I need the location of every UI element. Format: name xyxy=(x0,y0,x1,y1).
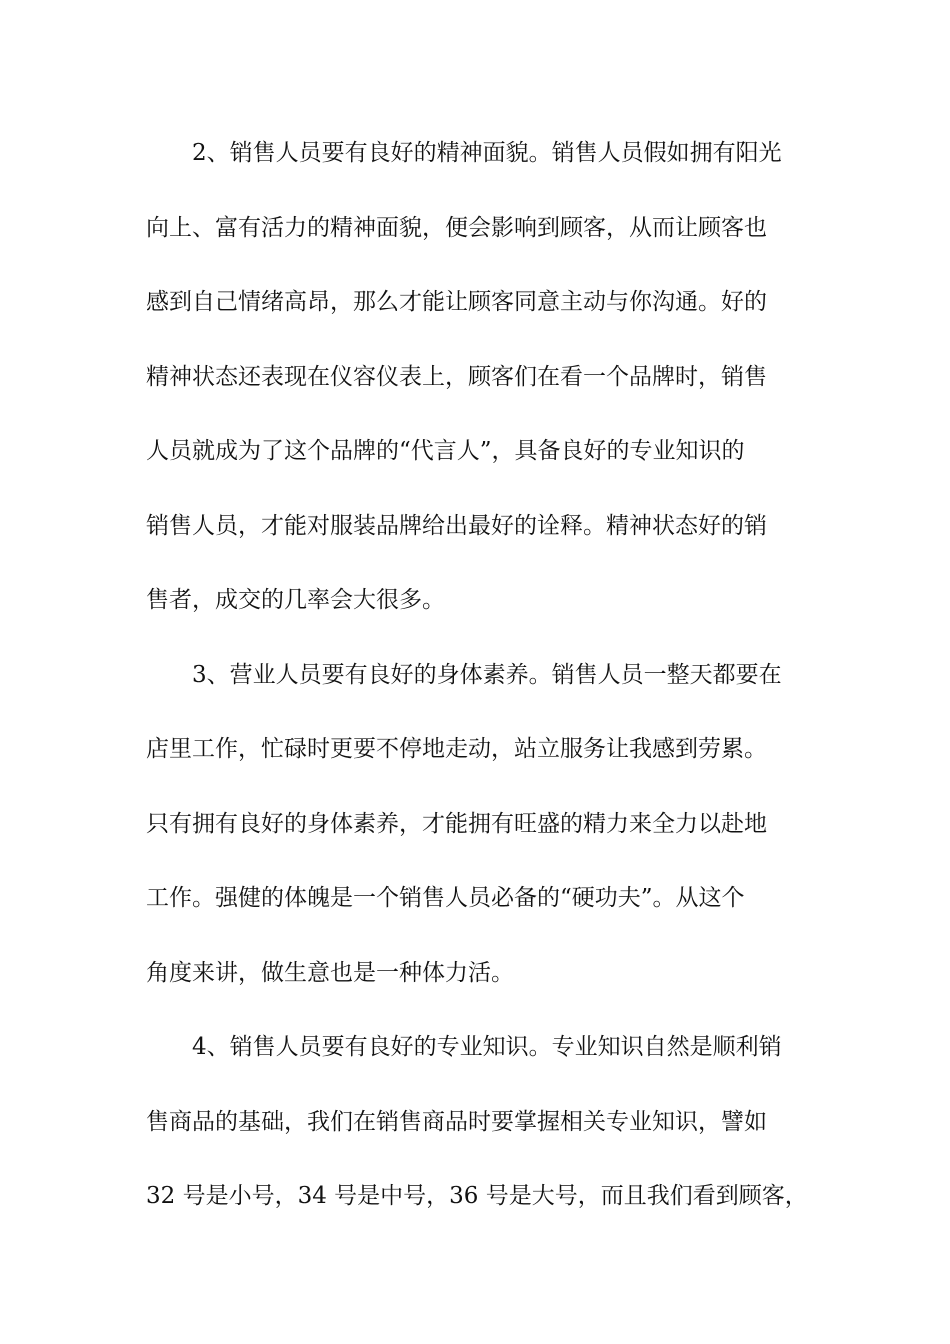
paragraph-line: 2、销售人员要有良好的精神面貌。销售人员假如拥有阳光 xyxy=(192,140,782,166)
paragraph-line: 人员就成为了这个品牌的“代言人”，具备良好的专业知识的 xyxy=(146,438,745,464)
paragraph-line: 销售人员，才能对服装品牌给出最好的诠释。精神状态好的销 xyxy=(146,512,767,539)
paragraph-2 xyxy=(146,116,808,638)
document-body xyxy=(146,116,808,1234)
paragraph-line: 32 号是小号，34 号是中号，36 号是大号，而且我们看到顾客， xyxy=(146,1183,808,1209)
paragraph-line: 角度来讲，做生意也是一种体力活。 xyxy=(146,959,514,986)
paragraph-line: 精神状态还表现在仪容仪表上，顾客们在看一个品牌时，销售 xyxy=(146,363,767,390)
paragraph-line: 向上、富有活力的精神面貌，便会影响到顾客，从而让顾客也 xyxy=(146,214,767,241)
paragraph-4 xyxy=(146,1010,808,1234)
paragraph-line: 售商品的基础，我们在销售商品时要掌握相关专业知识，譬如 xyxy=(146,1108,767,1135)
paragraph-line: 感到自己情绪高昂，那么才能让顾客同意主动与你沟通。好的 xyxy=(146,289,767,315)
paragraph-line: 售者，成交的几率会大很多。 xyxy=(146,587,445,613)
paragraph-line: 4、销售人员要有良好的专业知识。专业知识自然是顺利销 xyxy=(192,1034,782,1060)
paragraph-line: 3、营业人员要有良好的身体素养。销售人员一整天都要在 xyxy=(192,661,782,688)
paragraph-line: 只有拥有良好的身体素养，才能拥有旺盛的精力来全力以赴地 xyxy=(146,810,767,837)
paragraph-3 xyxy=(146,638,808,1011)
paragraph-line: 工作。强健的体魄是一个销售人员必备的“硬功夫”。从这个 xyxy=(146,885,745,911)
paragraph-line: 店里工作，忙碌时更要不停地走动，站立服务让我感到劳累。 xyxy=(146,736,767,762)
